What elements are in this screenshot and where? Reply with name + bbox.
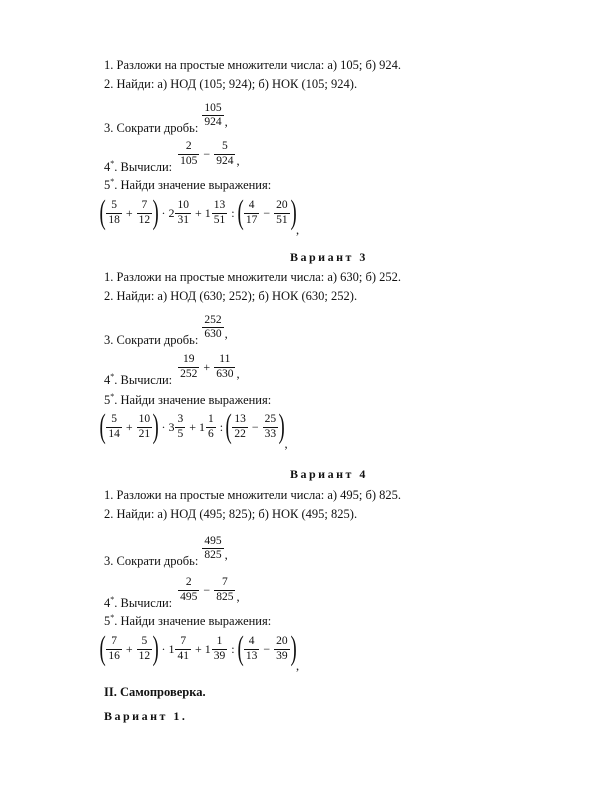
minus-sign: − [251, 419, 259, 434]
numerator: 5 [221, 140, 228, 153]
task-5-label: 5*. Найди значение выражения: [104, 177, 272, 193]
whole-part: 1 [204, 641, 211, 656]
task-3-reduce-fraction [104, 307, 228, 348]
fraction: $\frac{10}{31}$ [177, 199, 189, 226]
task-3-label: 3. Сократи дробь: [104, 554, 199, 568]
divide-colon: : [231, 641, 235, 656]
comma: , [236, 153, 240, 168]
fraction: $\frac{20}{51}$ [276, 199, 288, 226]
task-4-compute [104, 346, 240, 388]
variant-1-heading: Вариант 1. [104, 709, 188, 723]
right-paren: ) [278, 408, 285, 445]
fraction: $\frac{20}{39}$ [276, 635, 288, 662]
whole-part: 3 [168, 419, 175, 434]
variant-3-heading: Вариант 3 [290, 250, 368, 264]
divide-colon: : [231, 205, 235, 220]
left-paren: ( [99, 408, 106, 445]
multiply-dot: · [161, 419, 166, 434]
plus-sign: + [125, 641, 133, 656]
task-5-expression [99, 194, 300, 237]
minus-sign: − [203, 146, 211, 161]
task-4-compute [104, 133, 240, 175]
multiply-dot: · [161, 641, 166, 656]
task-5-expression [99, 408, 288, 451]
comma: , [296, 223, 300, 237]
fraction [178, 140, 199, 167]
fraction [202, 102, 223, 129]
fraction: $\frac{252}{630}$ [204, 313, 222, 340]
variant-4-heading: Вариант 4 [290, 467, 368, 481]
task-5-label: 5*. Найди значение выражения: [104, 392, 272, 408]
left-paren: ( [99, 194, 106, 231]
denominator: 924 [216, 154, 234, 167]
fraction: $\frac{495}{825}$ [204, 534, 222, 561]
minus-sign: − [263, 641, 271, 656]
fraction: $\frac{2}{495}$ [180, 576, 198, 603]
fraction: $\frac{10}{21}$ [138, 413, 151, 440]
plus-sign: + [203, 359, 211, 374]
comma: , [224, 548, 228, 562]
section-self-check: II. Самопроверка. [104, 685, 206, 699]
task-3-label: 3. Сократи дробь: [104, 121, 199, 135]
comma: , [236, 589, 240, 604]
fraction: $\frac{1}{39}$ [213, 635, 226, 662]
task-4-label: 4*. Вычисли: [104, 372, 173, 388]
divide-colon: : [219, 419, 224, 434]
fraction: $\frac{5}{14}$ [108, 413, 120, 440]
fraction: $\frac{19}{252}$ [180, 353, 198, 380]
fraction: $\frac{7}{825}$ [216, 576, 234, 603]
plus-sign: + [194, 641, 202, 656]
left-paren: ( [237, 194, 244, 231]
minus-sign: − [263, 205, 271, 220]
fraction: $\frac{1}{6}$ [207, 413, 214, 440]
task-4-label: 4*. Вычисли: [104, 595, 173, 611]
fraction: $\frac{7}{16}$ [108, 635, 120, 662]
task-3-label: 3. Сократи дробь: [104, 333, 199, 347]
fraction [214, 140, 235, 167]
task-4-label: 4*. Вычисли: [104, 159, 173, 175]
task-2-gcd-lcm: 2. Найди: а) НОД (630; 252); б) НОК (630; 252). [104, 289, 358, 303]
task-1-factorize: 1. Разложи на простые множители числа: а) 495; б) 825. [104, 488, 402, 502]
right-paren: ) [152, 408, 159, 445]
whole-part: 2 [168, 205, 175, 220]
whole-part: 1 [204, 205, 211, 220]
plus-sign: + [125, 205, 133, 220]
right-paren: ) [152, 630, 159, 667]
multiply-dot: · [161, 205, 166, 220]
task-5-label: 5*. Найди значение выражения: [104, 613, 272, 629]
comma: , [224, 327, 228, 341]
fraction: $\frac{5}{12}$ [138, 635, 151, 662]
right-paren: ) [290, 630, 297, 667]
denominator: 924 [204, 116, 222, 128]
fraction: $\frac{3}{5}$ [177, 413, 184, 440]
right-paren: ) [152, 194, 159, 231]
left-paren: ( [225, 408, 232, 445]
whole-part: 1 [168, 641, 175, 656]
comma: , [296, 659, 300, 673]
left-paren: ( [237, 630, 244, 667]
fraction: $\frac{7}{41}$ [177, 635, 189, 662]
task-3-reduce-fraction [104, 528, 228, 569]
task-1-factorize: 1. Разложи на простые множители числа: а) 105; б) 924. [104, 58, 402, 72]
plus-sign: + [125, 419, 133, 434]
numerator: 105 [204, 101, 222, 114]
comma: , [284, 437, 288, 451]
comma: , [236, 366, 240, 381]
fraction: $\frac{13}{22}$ [234, 413, 246, 440]
plus-sign: + [189, 419, 196, 434]
fraction: $\frac{13}{51}$ [213, 199, 226, 226]
minus-sign: − [203, 582, 211, 597]
fraction: $\frac{5}{18}$ [108, 199, 120, 226]
numerator: 2 [185, 140, 192, 153]
task-3-reduce-fraction [104, 95, 228, 136]
left-paren: ( [99, 630, 106, 667]
comma: , [224, 115, 228, 129]
fraction: $\frac{7}{12}$ [138, 199, 151, 226]
right-paren: ) [290, 194, 297, 231]
plus-sign: + [194, 205, 202, 220]
task-2-gcd-lcm: 2. Найди: а) НОД (105; 924); б) НОК (105; 924). [104, 77, 358, 91]
task-5-expression [99, 630, 300, 673]
fraction: $\frac{4}{17}$ [245, 199, 258, 226]
denominator: 105 [180, 154, 198, 167]
fraction: $\frac{25}{33}$ [264, 413, 277, 440]
fraction: $\frac{4}{13}$ [245, 635, 258, 662]
task-2-gcd-lcm: 2. Найди: а) НОД (495; 825); б) НОК (495; 825). [104, 507, 358, 521]
task-4-compute [104, 569, 240, 611]
whole-part: 1 [198, 419, 205, 434]
task-1-factorize: 1. Разложи на простые множители числа: а) 630; б) 252. [104, 270, 402, 284]
fraction: $\frac{11}{630}$ [216, 353, 234, 380]
